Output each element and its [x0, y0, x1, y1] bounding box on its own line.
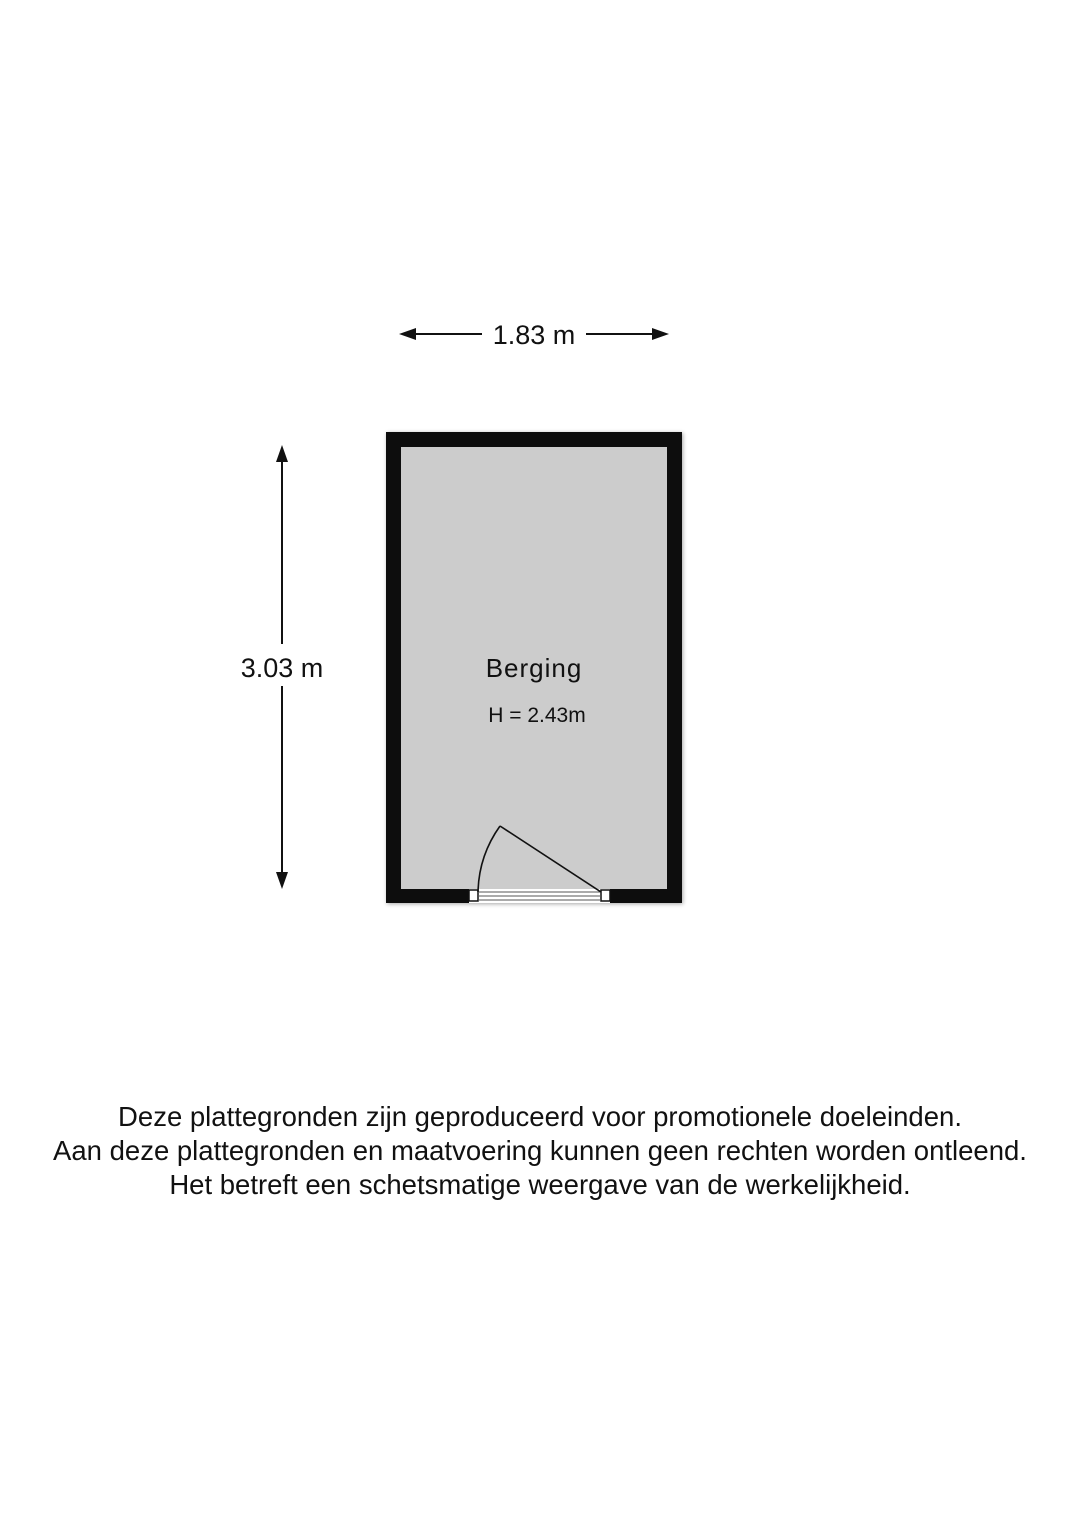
door-jamb-right — [601, 890, 610, 901]
width-label: 1.83 m — [492, 320, 576, 350]
room-name: Berging — [485, 653, 583, 683]
depth-dimension — [241, 445, 324, 889]
depth-label: 3.03 m — [240, 653, 324, 683]
room-height: H = 2.43m — [488, 704, 586, 727]
width-arrow-left-icon — [399, 328, 416, 340]
disclaimer-line-2: Aan deze plattegronden en maatvoering kunnen geen rechten worden ontleend. — [53, 1135, 1027, 1166]
disclaimer-line-3: Het betreft een schetsmatige weergave van de werkelijkheid. — [169, 1169, 911, 1200]
width-arrow-right-icon — [652, 328, 669, 340]
door-jamb-left — [469, 890, 478, 901]
disclaimer — [0, 1100, 1080, 1202]
disclaimer-line-1: Deze plattegronden zijn geproduceerd voor promotionele doeleinden. — [118, 1101, 962, 1132]
depth-arrow-top-icon — [276, 445, 288, 462]
width-dimension — [399, 320, 669, 350]
depth-arrow-bottom-icon — [276, 872, 288, 889]
